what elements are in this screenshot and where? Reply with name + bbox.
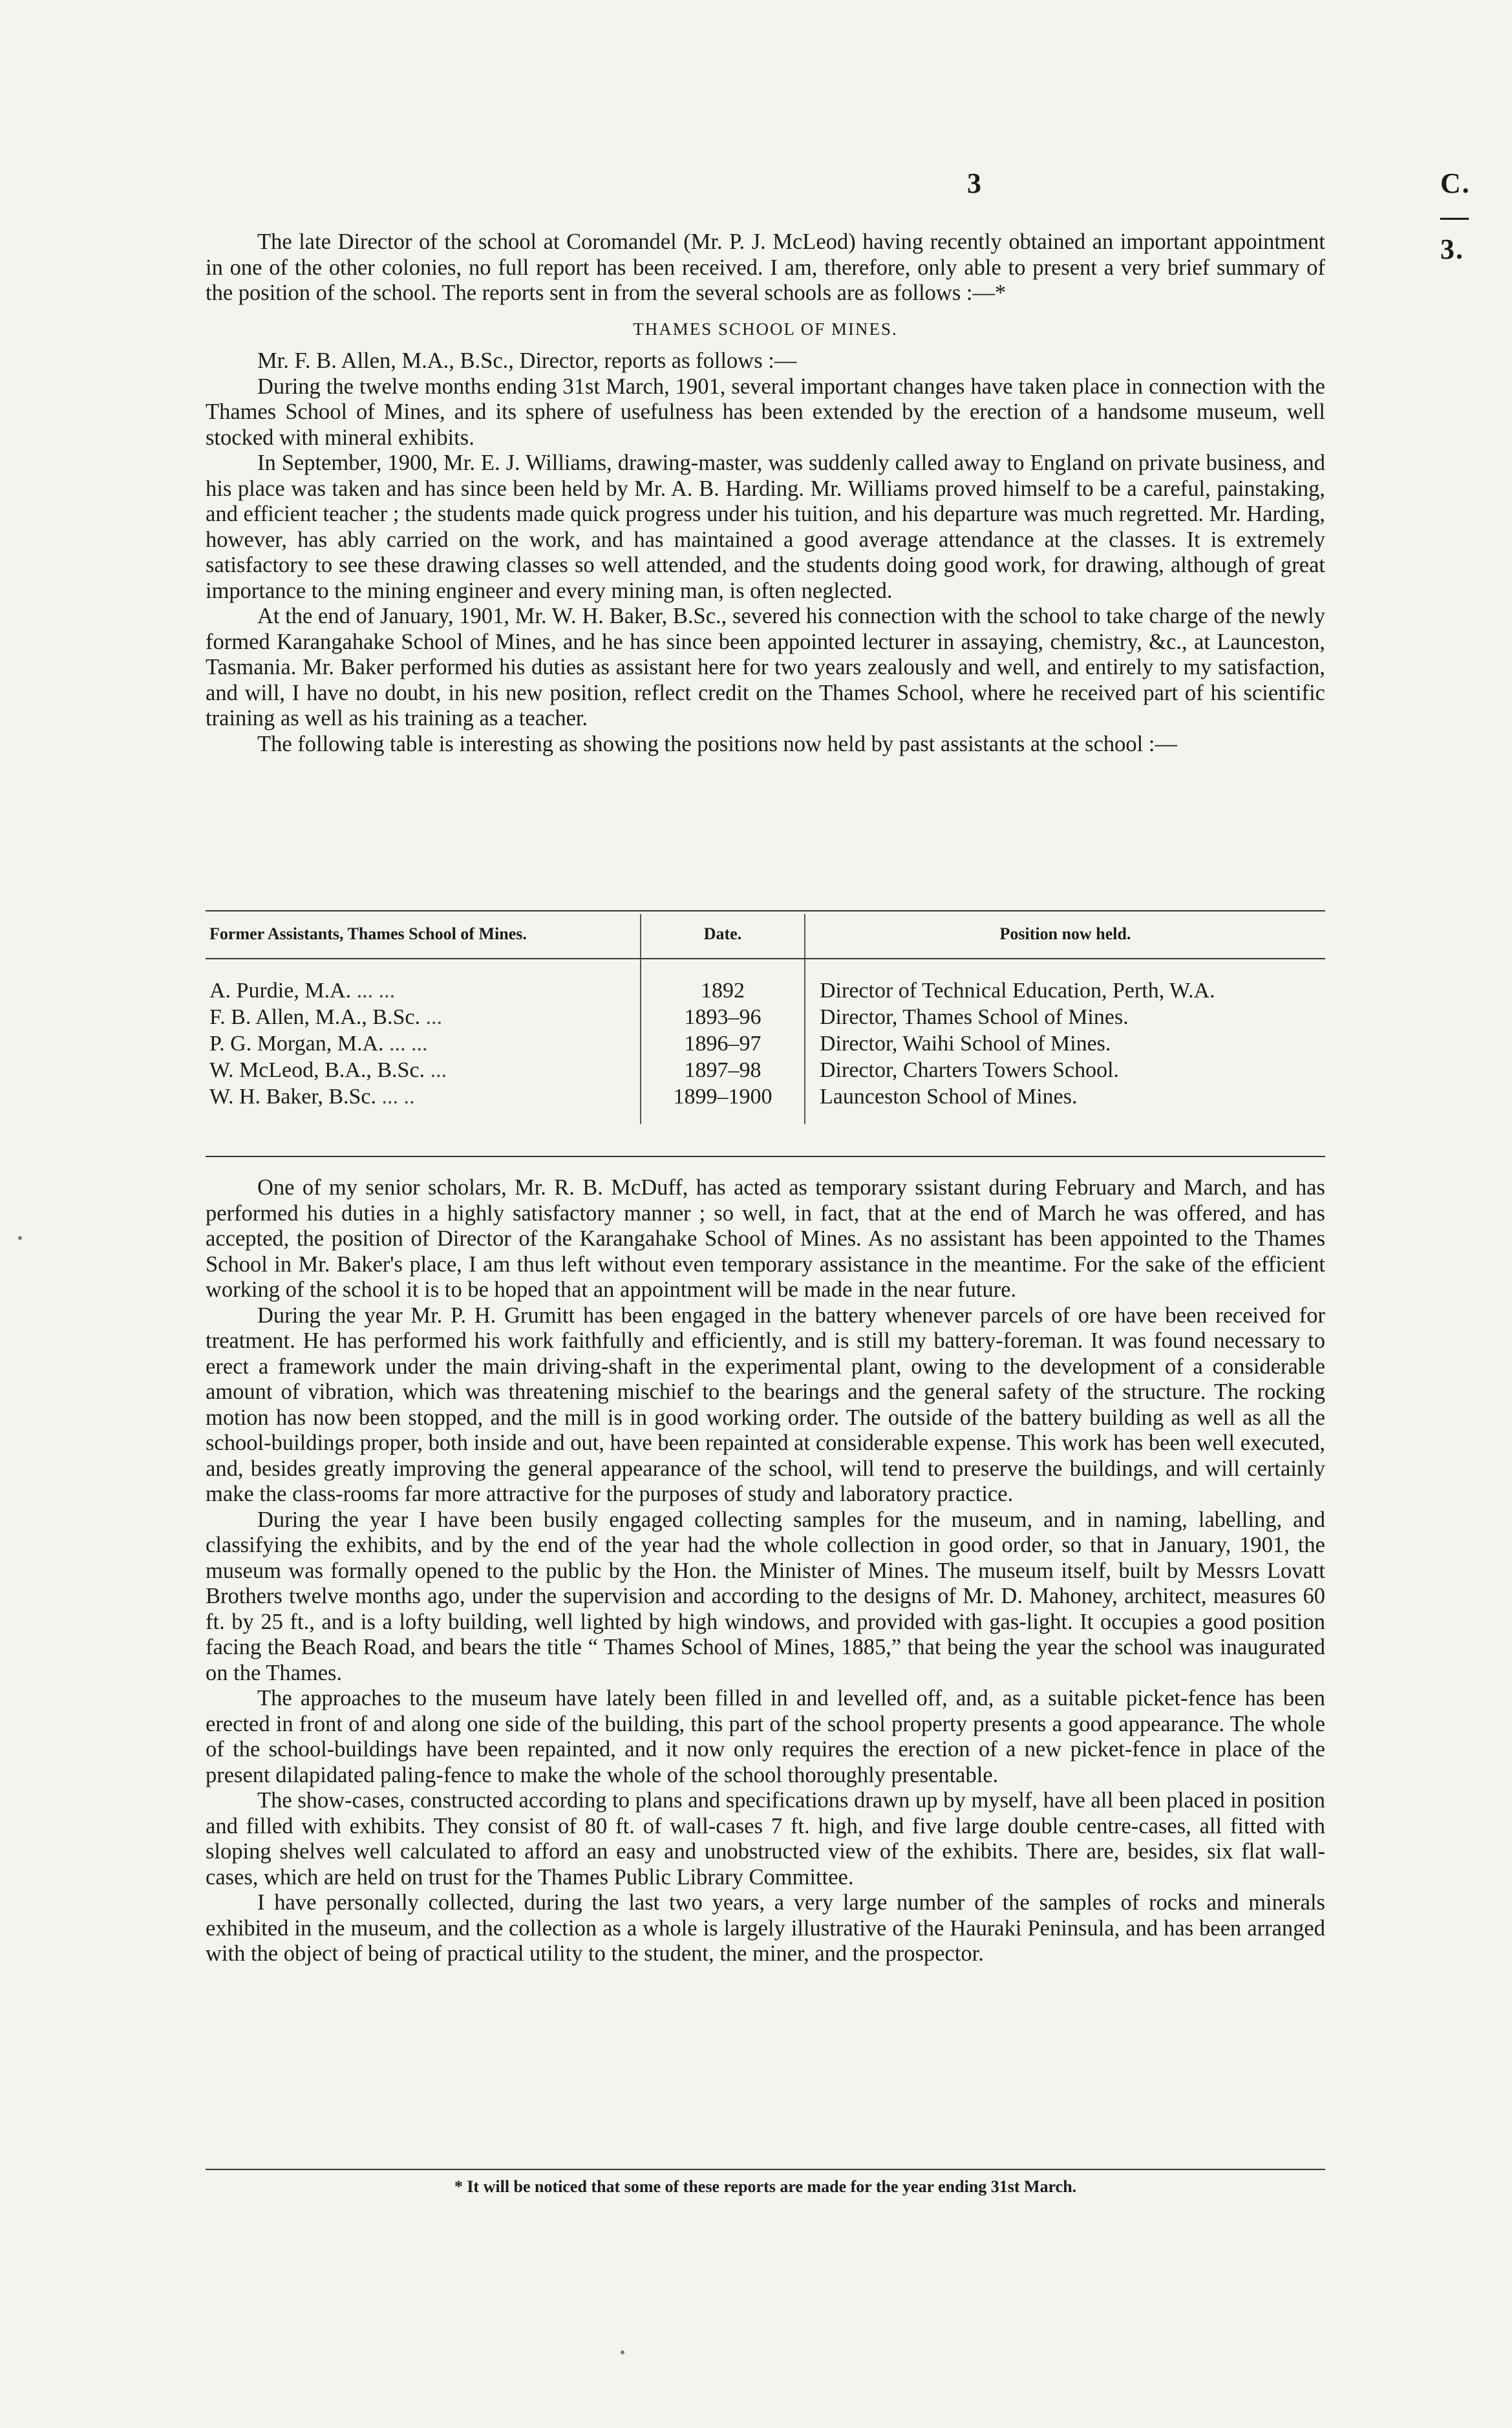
- table-row: [206, 1030, 1325, 1057]
- body-paragraph: The following table is interesting as showing the positions now held by past assistants at the school :—: [257, 731, 1177, 756]
- body-paragraph: At the end of January, 1901, Mr. W. H. Baker, B.Sc., severed his connection with the school to take charge of the newly formed Karangahake School of Mines, and he has since been appointed lecturer in assaying, chemistry, &c., at Launceston, Tasmania. Mr. Baker performed his duties as assistant here for two years zealously and well, and entirely to my satisfaction, and will, I have no doubt, in his new position, reflect credit on the Thames School, where he received part of his scientific training as well as his training as a teacher.: [206, 604, 1325, 730]
- continuation-block: [206, 1175, 1325, 1967]
- column-header-position: Position now held.: [805, 914, 1325, 959]
- column-header-date: Date.: [641, 914, 805, 959]
- body-paragraph: During the year I have been busily engaged collecting samples for the museum, and in naming, labelling, and classifying the exhibits, and by the end of the year had the whole collection in good order, so that in January, 1901, the museum was formally opened to the public by the Hon. the Minister of Mines. The museum itself, built by Messrs Lovatt Brothers twelve months ago, under the supervision and according to the designs of Mr. D. Mahoney, architect, measures 60 ft. by 25 ft., and is a lofty building, well lighted by high windows, and provided with gas-light. It occupies a good position facing the Beach Road, and bears the title “ Thames School of Mines, 1885,” that being the year the school was inaugurated on the Thames.: [206, 1507, 1325, 1685]
- intro-block: [206, 229, 1325, 757]
- table-row: [206, 1083, 1325, 1124]
- table-header-row: [206, 914, 1325, 959]
- body-paragraph: In September, 1900, Mr. E. J. Williams, drawing-master, was suddenly called away to England on private business, and his place was taken and has since been held by Mr. A. B. Harding. Mr. Williams proved himself to be a careful, painstaking, and efficient teacher ; the students made quick progress under his tuition, and his departure was much regretted. Mr. Harding, however, has ably carried on the work, and has maintained a good average attendance at the classes. It is extremely satisfactory to see these drawing classes so well attended, and the students doing good work, for drawing, although of great importance to the mining engineer and every mining man, is often neglected.: [206, 451, 1325, 603]
- body-paragraph: One of my senior scholars, Mr. R. B. McDuff, has acted as temporary ssistant during February and March, and has performed his duties in a highly satisfactory manner ; so well, in fact, that at the end of March he was offered, and has accepted, the position of Director of the Karangahake School of Mines. As no assistant has been appointed to the Thames School in Mr. Baker's place, I am thus left without even temporary assistance in the meantime. For the sake of the efficient working of the school it is to be hoped that an appointment will be made in the near future.: [206, 1175, 1325, 1302]
- assistant-date: 1899–1900: [641, 1083, 805, 1124]
- table-bottom-rule: [206, 1156, 1325, 1157]
- assistant-date: 1892: [641, 959, 805, 1004]
- assistant-date: 1897–98: [641, 1057, 805, 1083]
- body-paragraph: I have personally collected, during the last two years, a very large number of the samples of rocks and minerals exhibited in the museum, and the collection as a whole is largely illustrative of the Hauraki Peninsula, and has been arranged with the object of being of practical utility to the student, the miner, and the prospector.: [206, 1890, 1325, 1966]
- assistant-position: Director, Thames School of Mines.: [805, 1004, 1325, 1030]
- footnote: * It will be noticed that some of these reports are made for the year ending 31st March.: [454, 2177, 1077, 2196]
- table-row: [206, 1004, 1325, 1030]
- section-heading: THAMES SCHOOL OF MINES.: [633, 319, 898, 339]
- assistant-position: Director, Waihi School of Mines.: [805, 1030, 1325, 1057]
- assistant-date: 1893–96: [641, 1004, 805, 1030]
- table-row: [206, 959, 1325, 1004]
- table-row: [206, 1057, 1325, 1083]
- assistant-date: 1896–97: [641, 1030, 805, 1057]
- scan-speck: [18, 1236, 22, 1240]
- body-paragraph: During the year Mr. P. H. Grumitt has been engaged in the battery whenever parcels of ore have been received for treatment. He has performed his work faithfully and efficiently, and is still my battery-foreman. It was found necessary to erect a framework under the main driving-shaft in the experimental plant, owing to the development of a considerable amount of vibration, which was threatening mischief to the bearings and the general safety of the structure. The rocking motion has now been stopped, and the mill is in good working order. The outside of the battery building as well as all the school-buildings proper, both inside and out, have been repainted at considerable expense. This work has been well executed, and, besides greatly improving the general appearance of the school, will tend to preserve the buildings, and will certainly make the class-rooms far more attractive for the purposes of study and laboratory practice.: [206, 1303, 1325, 1506]
- column-header-assistant: Former Assistants, Thames School of Mines.: [206, 914, 641, 959]
- assistant-name: F. B. Allen, M.A., B.Sc. ...: [209, 1005, 442, 1029]
- scan-speck: [621, 2350, 624, 2354]
- intro-paragraph: The late Director of the school at Coromandel (Mr. P. J. McLeod) having recently obtained an important appointment in one of the other colonies, no full report has been received. I am, therefore, only able to present a very brief summary of the position of the school. The reports sent in from the several schools are as follows :—*: [206, 229, 1325, 305]
- assistant-position: Director of Technical Education, Perth, W.A.: [805, 959, 1325, 1004]
- assistant-position: Director, Charters Towers School.: [805, 1057, 1325, 1083]
- table-top-rule: [206, 910, 1325, 911]
- body-paragraph: The approaches to the museum have lately been filled in and levelled off, and, as a suitable picket-fence has been erected in front of and along one side of the building, this part of the school property presents a good appearance. The whole of the school-buildings have been repainted, and it now only requires the erection of a new picket-fence in place of the present dilapidated paling-fence to make the whole of the school thoroughly presentable.: [206, 1686, 1325, 1787]
- document-reference: C.—3.: [1440, 167, 1471, 265]
- page-number: 3: [967, 167, 981, 199]
- body-paragraph: The show-cases, constructed according to plans and specifications drawn up by myself, have all been placed in position and filled with exhibits. They consist of 80 ft. of wall-cases 7 ft. high, and five large double centre-cases, all fitted with sloping shelves well calculated to afford an easy and unobstructed view of the exhibits. There are, besides, six flat wall-cases, which are held on trust for the Thames Public Library Committee.: [206, 1788, 1325, 1890]
- assistant-name: W. H. Baker, B.Sc. ... ..: [209, 1085, 415, 1109]
- footnote-rule: [206, 2169, 1325, 2170]
- assistant-name: P. G. Morgan, M.A. ... ...: [209, 1032, 428, 1056]
- body-paragraph: During the twelve months ending 31st March, 1901, several important changes have taken place in connection with the Thames School of Mines, and its sphere of usefulness has been extended by the erection of a handsome museum, well stocked with mineral exhibits.: [206, 374, 1325, 450]
- assistants-table: [206, 914, 1325, 1124]
- body-paragraph: Mr. F. B. Allen, M.A., B.Sc., Director, reports as follows :—: [257, 348, 797, 373]
- assistant-name: A. Purdie, M.A. ... ...: [209, 979, 396, 1003]
- assistant-position: Launceston School of Mines.: [805, 1083, 1325, 1124]
- assistant-name: W. McLeod, B.A., B.Sc. ...: [209, 1058, 447, 1082]
